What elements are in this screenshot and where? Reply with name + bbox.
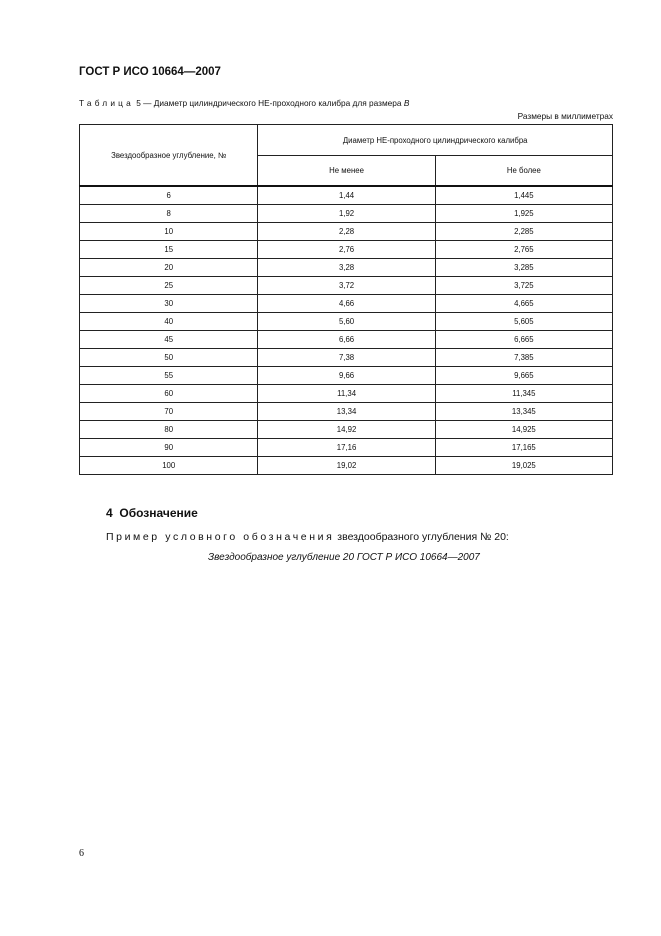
- cell-recess-number: 50: [80, 349, 258, 367]
- cell-recess-number: 60: [80, 385, 258, 403]
- cell-min-diameter: 3,72: [258, 277, 435, 295]
- table-row: [80, 367, 613, 385]
- units-note: Размеры в миллиметрах: [517, 111, 613, 121]
- cell-min-diameter: 6,66: [258, 331, 435, 349]
- cell-max-diameter: 3,285: [435, 259, 612, 277]
- cell-max-diameter: 2,765: [435, 241, 612, 259]
- cell-min-diameter: 19,02: [258, 457, 435, 475]
- table-caption-number: 5: [136, 98, 141, 108]
- cell-min-diameter: 4,66: [258, 295, 435, 313]
- cell-min-diameter: 2,76: [258, 241, 435, 259]
- cell-recess-number: 30: [80, 295, 258, 313]
- table-row: [80, 223, 613, 241]
- cell-recess-number: 10: [80, 223, 258, 241]
- cell-recess-number: 70: [80, 403, 258, 421]
- col-header-min: Не менее: [258, 156, 435, 187]
- cell-recess-number: 100: [80, 457, 258, 475]
- col-header-group-diameter: Диаметр НЕ-проходного цилиндрического калибра: [258, 125, 613, 156]
- table-row: [80, 421, 613, 439]
- cell-min-diameter: 9,66: [258, 367, 435, 385]
- table-caption: [79, 98, 409, 108]
- cell-max-diameter: 11,345: [435, 385, 612, 403]
- cell-max-diameter: 7,385: [435, 349, 612, 367]
- cell-max-diameter: 17,165: [435, 439, 612, 457]
- example-paragraph: [106, 531, 509, 543]
- cell-max-diameter: 6,665: [435, 331, 612, 349]
- cell-max-diameter: 3,725: [435, 277, 612, 295]
- cell-max-diameter: 9,665: [435, 367, 612, 385]
- section-number: 4: [106, 506, 113, 520]
- table-row: [80, 403, 613, 421]
- table-caption-text: — Диаметр цилиндрического НЕ-проходного калибра для размера: [140, 98, 404, 108]
- table-row: [80, 277, 613, 295]
- gauge-diameter-table: [79, 124, 613, 475]
- cell-recess-number: 90: [80, 439, 258, 457]
- cell-recess-number: 15: [80, 241, 258, 259]
- cell-max-diameter: 1,925: [435, 205, 612, 223]
- cell-max-diameter: 19,025: [435, 457, 612, 475]
- cell-recess-number: 6: [80, 186, 258, 205]
- cell-recess-number: 55: [80, 367, 258, 385]
- cell-min-diameter: 11,34: [258, 385, 435, 403]
- table-row: [80, 259, 613, 277]
- col-header-max: Не более: [435, 156, 612, 187]
- example-label: Пример условного обозначения: [106, 531, 335, 543]
- cell-min-diameter: 3,28: [258, 259, 435, 277]
- table-row: [80, 439, 613, 457]
- cell-max-diameter: 14,925: [435, 421, 612, 439]
- cell-min-diameter: 2,28: [258, 223, 435, 241]
- cell-min-diameter: 5,60: [258, 313, 435, 331]
- table-body: [80, 186, 613, 475]
- cell-max-diameter: 13,345: [435, 403, 612, 421]
- section-title: Обозначение: [119, 506, 198, 520]
- cell-recess-number: 45: [80, 331, 258, 349]
- cell-max-diameter: 4,665: [435, 295, 612, 313]
- cell-recess-number: 20: [80, 259, 258, 277]
- table-caption-variable: B: [403, 98, 410, 108]
- cell-max-diameter: 5,605: [435, 313, 612, 331]
- cell-min-diameter: 1,44: [258, 186, 435, 205]
- table-row: [80, 385, 613, 403]
- table-row: [80, 295, 613, 313]
- cell-min-diameter: 14,92: [258, 421, 435, 439]
- page-number: 6: [79, 848, 84, 859]
- cell-recess-number: 40: [80, 313, 258, 331]
- table-row: [80, 313, 613, 331]
- cell-max-diameter: 2,285: [435, 223, 612, 241]
- cell-max-diameter: 1,445: [435, 186, 612, 205]
- example-text: звездообразного углубления № 20:: [334, 531, 509, 543]
- document-header: ГОСТ Р ИСО 10664—2007: [79, 66, 221, 78]
- section-heading: [106, 506, 198, 520]
- table-caption-label: Таблица: [79, 98, 134, 108]
- cell-min-diameter: 1,92: [258, 205, 435, 223]
- cell-min-diameter: 17,16: [258, 439, 435, 457]
- table-row: [80, 331, 613, 349]
- table-row: [80, 349, 613, 367]
- cell-recess-number: 8: [80, 205, 258, 223]
- cell-recess-number: 25: [80, 277, 258, 295]
- table-row: [80, 205, 613, 223]
- example-designation: Звездообразное углубление 20 ГОСТ Р ИСО 10664—2007: [208, 552, 480, 563]
- cell-min-diameter: 7,38: [258, 349, 435, 367]
- table-row: [80, 186, 613, 205]
- cell-recess-number: 80: [80, 421, 258, 439]
- table-row: [80, 241, 613, 259]
- table-row: [80, 457, 613, 475]
- col-header-recess-number: Звездообразное углубление, №: [80, 125, 258, 187]
- cell-min-diameter: 13,34: [258, 403, 435, 421]
